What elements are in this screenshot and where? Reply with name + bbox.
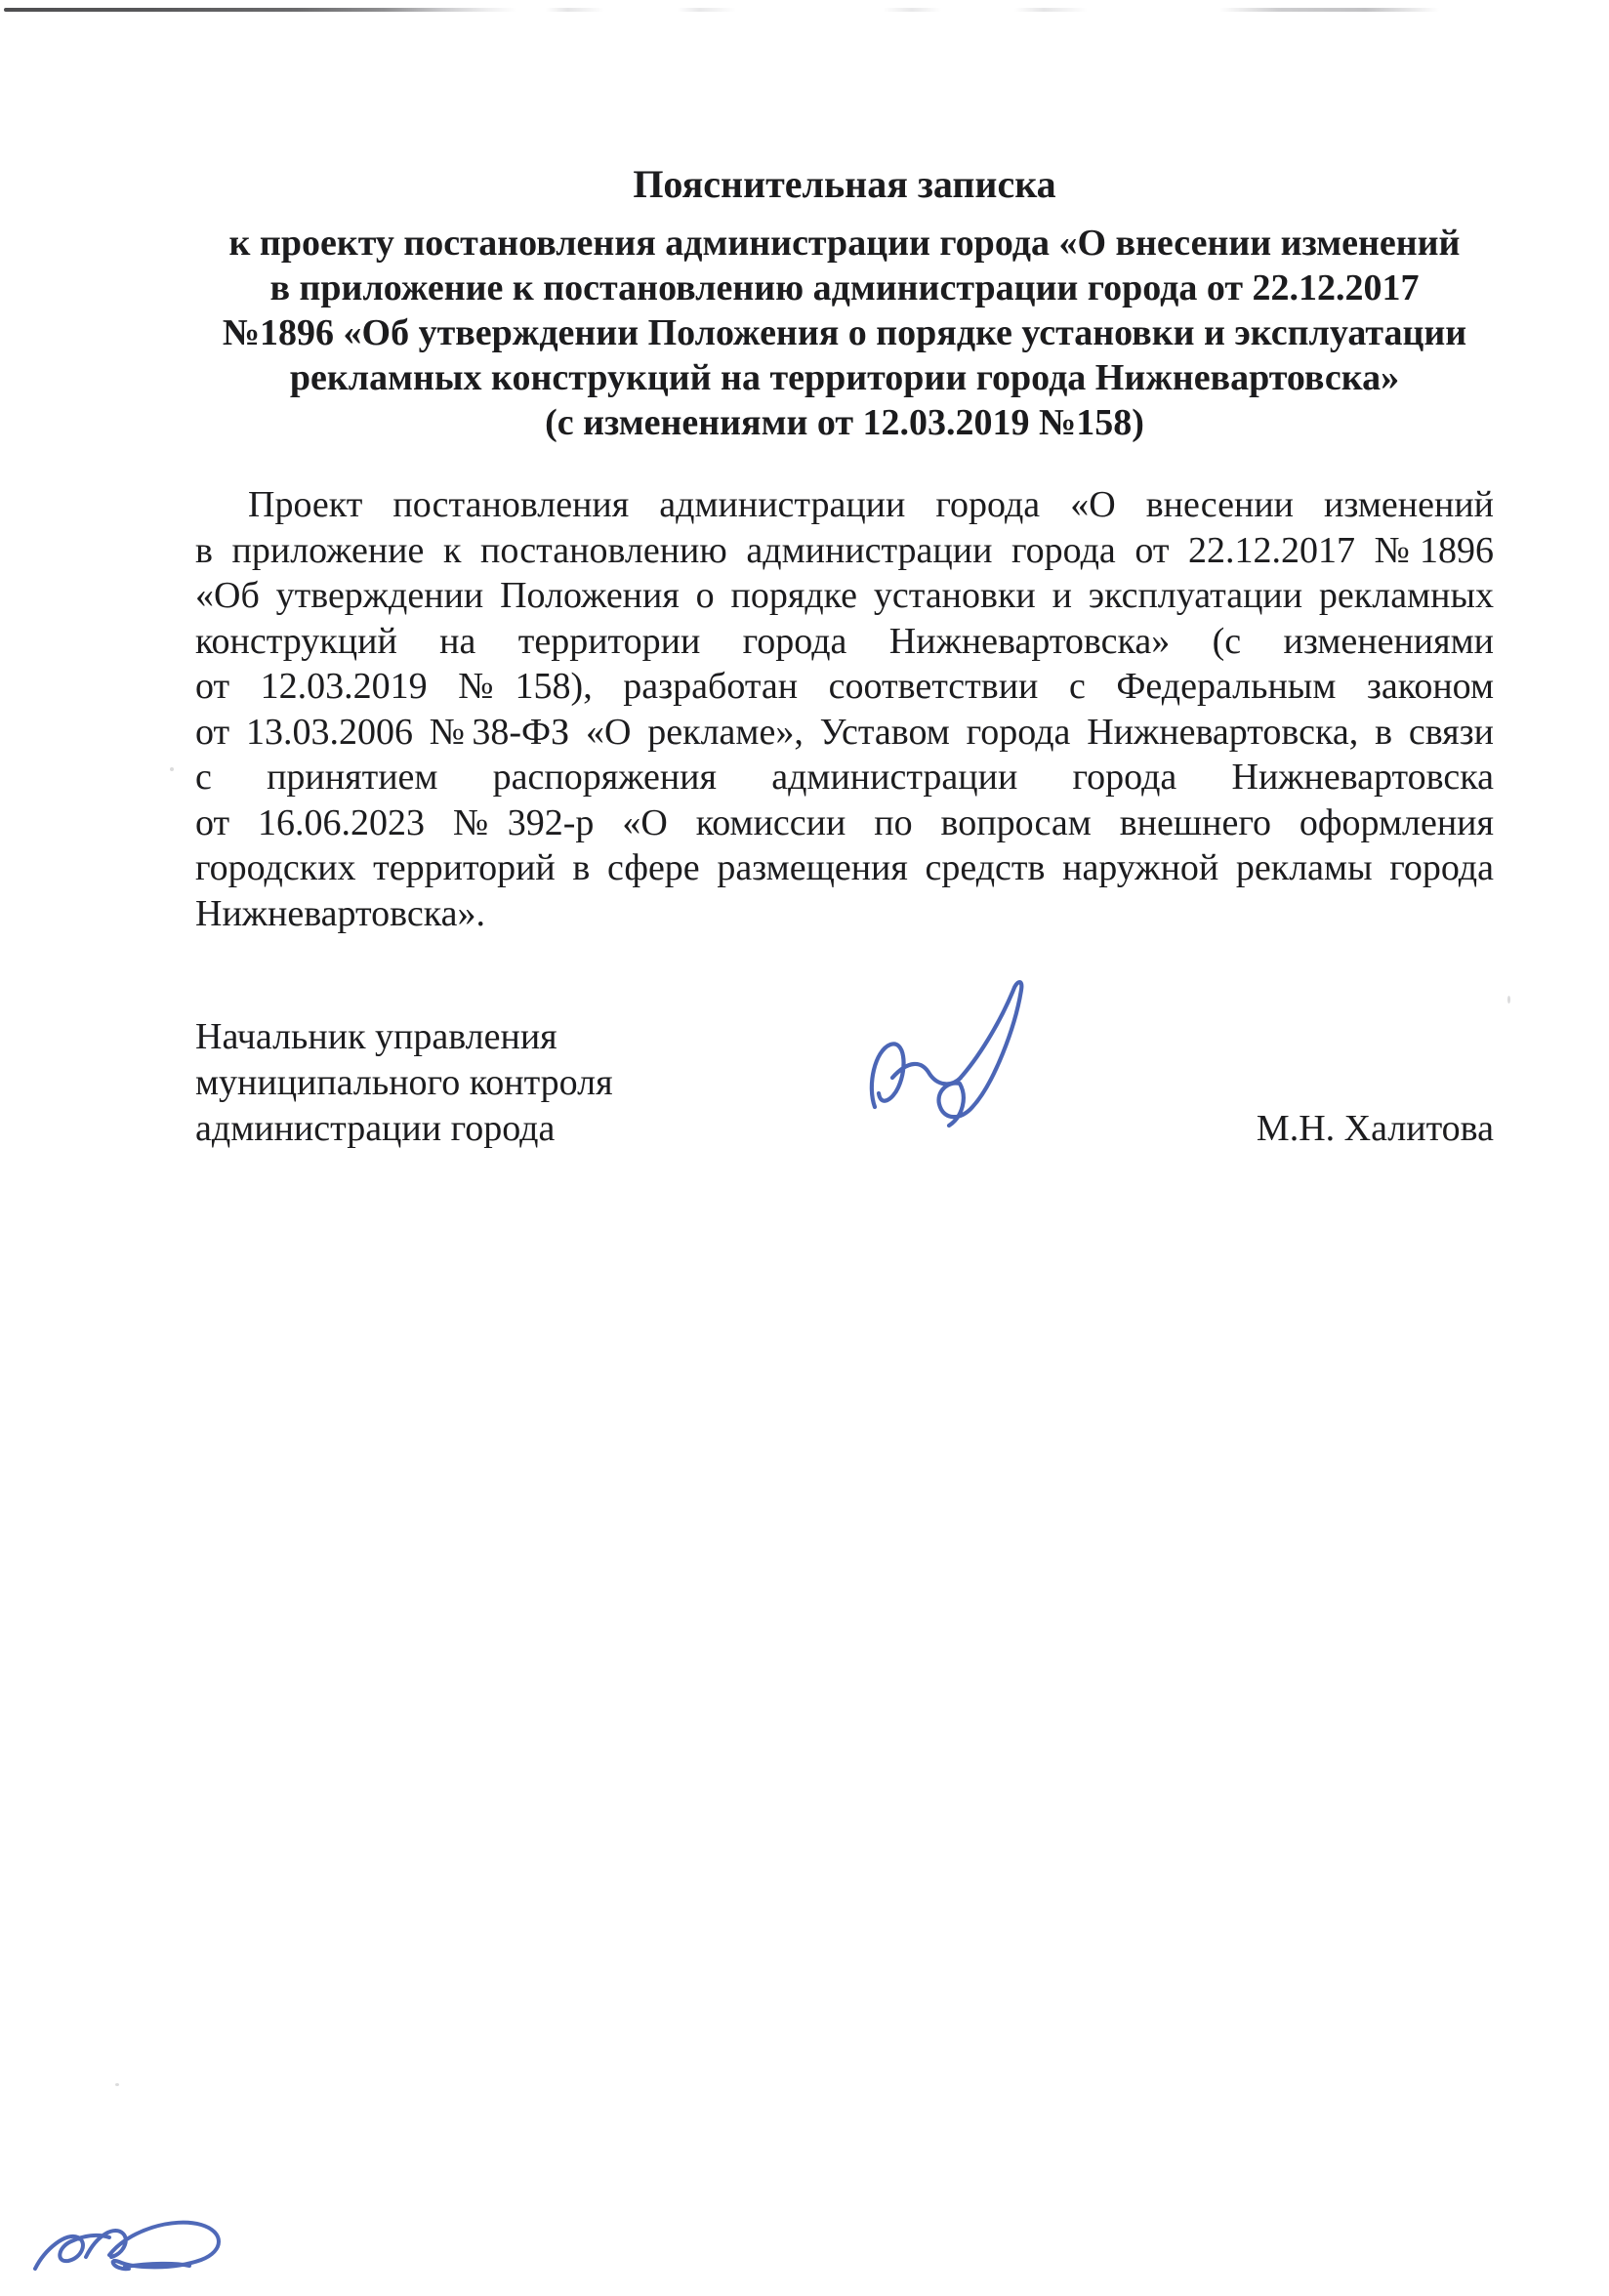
- body-line: с принятием распоряжения администрации города Нижневартовска: [195, 757, 1494, 798]
- scan-artifact-line: [4, 8, 1468, 12]
- position-line: администрации города: [195, 1108, 556, 1149]
- body-line: от 13.03.2006 №38-ФЗ «О рекламе», Уставом города Нижневартовска, в связи: [195, 711, 1494, 753]
- heading-line: к проекту постановления администрации города «О внесении изменений: [228, 223, 1461, 264]
- scan-speck: [1507, 996, 1510, 1004]
- body-line: в приложение к постановлению администрации города от 22.12.2017 №1896: [195, 529, 1494, 571]
- position-line: муниципального контроля: [195, 1062, 613, 1103]
- signature-block: [195, 1014, 1494, 1152]
- body-line: конструкций на территории города Нижневартовска» (с изменениями: [195, 620, 1494, 662]
- body-line: от 12.03.2019 №158), разработан соответствии с Федеральным законом: [195, 666, 1494, 707]
- document-title: Пояснительная записка: [633, 162, 1056, 206]
- body-line: Нижневартовска».: [195, 892, 485, 934]
- signer-position: [195, 1014, 613, 1152]
- body-paragraph: [195, 482, 1494, 936]
- position-line: Начальник управления: [195, 1016, 557, 1057]
- body-line: городских территорий в сфере размещения средств наружной рекламы города: [195, 847, 1494, 888]
- handwritten-signature-icon: [867, 976, 1052, 1137]
- scan-speck: [170, 767, 174, 771]
- handwritten-initials-icon: [25, 2204, 245, 2294]
- body-line: от 16.06.2023 №392-р «О комиссии по вопросам внешнего оформления: [195, 801, 1494, 843]
- heading-line: (с изменениями от 12.03.2019 №158): [545, 402, 1144, 443]
- scan-speck: [115, 2083, 119, 2086]
- body-line: Проект постановления администрации города «О внесении изменений: [248, 484, 1494, 525]
- heading-line: в приложение к постановлению администрации города от 22.12.2017: [269, 267, 1420, 308]
- heading-line: №1896 «Об утверждении Положения о порядке установки и эксплуатации: [222, 312, 1467, 353]
- document-content: [195, 162, 1494, 1152]
- heading-line: рекламных конструкций на территории города Нижневартовска»: [289, 357, 1400, 398]
- signer-name: М.Н. Халитова: [1256, 1108, 1494, 1149]
- document-heading: [195, 221, 1494, 445]
- body-line: «Об утверждении Положения о порядке установки и эксплуатации рекламных: [195, 575, 1494, 616]
